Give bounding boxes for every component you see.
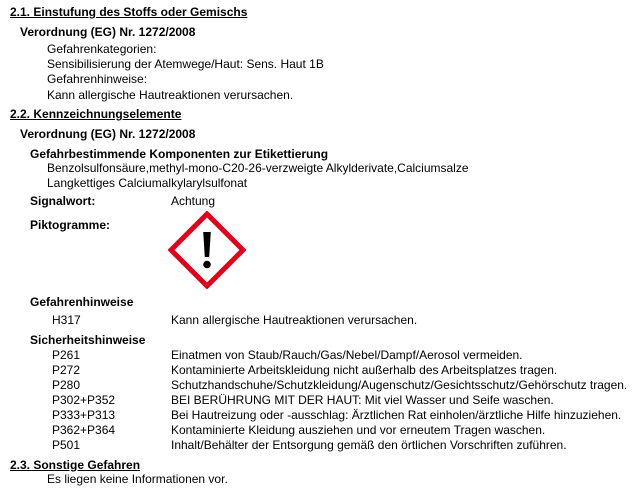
components-label: Gefahrbestimmende Komponenten zur Etikettierung bbox=[30, 147, 329, 161]
precaution-code: P302+P352 bbox=[52, 393, 116, 407]
ghs07-exclamation-icon bbox=[168, 211, 246, 289]
components-line-2: Langkettiges Calciumalkylarylsulfonat bbox=[47, 176, 248, 190]
precaution-code: P280 bbox=[52, 378, 81, 392]
precaution-text: Einatmen von Staub/Rauch/Gas/Nebel/Dampf/Aerosol vermeiden. bbox=[171, 348, 523, 362]
section-2-3-text: Es liegen keine Informationen vor. bbox=[47, 472, 228, 486]
signal-word-label: Signalwort: bbox=[30, 194, 96, 208]
hazard-categories-value: Sensibilisierung der Atemwege/Haut: Sens. Haut 1B bbox=[47, 57, 324, 71]
precaution-text: Bei Hautreizung oder -ausschlag: Ärztlichen Rat einholen/ärztliche Hilfe hinzuziehen. bbox=[171, 408, 622, 422]
precaution-code: P333+P313 bbox=[52, 408, 116, 422]
section-2-1-heading: 2.1. Einstufung des Stoffs oder Gemischs bbox=[10, 5, 248, 19]
section-2-1-regulation: Verordnung (EG) Nr. 1272/2008 bbox=[20, 25, 196, 39]
precaution-code: P261 bbox=[52, 348, 81, 362]
hazard-statements-value-2-1: Kann allergische Hautreaktionen verursachen. bbox=[47, 88, 294, 102]
precaution-text: BEI BERÜHRUNG MIT DER HAUT: Mit viel Wasser und Seife waschen. bbox=[171, 393, 554, 407]
precaution-text: Kontaminierte Kleidung ausziehen und vor erneutem Tragen waschen. bbox=[171, 423, 546, 437]
precaution-text: Kontaminierte Arbeitskleidung nicht außerhalb des Arbeitsplatzes tragen. bbox=[171, 363, 558, 377]
section-2-3-heading: 2.3. Sonstige Gefahren bbox=[10, 458, 141, 472]
hazard-categories-label: Gefahrenkategorien: bbox=[47, 42, 157, 56]
hazard-text: Kann allergische Hautreaktionen verursachen. bbox=[171, 313, 418, 327]
components-line-1: Benzolsulfonsäure,methyl-mono-C20-26-verzweigte Alkylderivate,Calciumsalze bbox=[47, 161, 469, 175]
precaution-code: P501 bbox=[52, 438, 81, 452]
section-2-2-heading: 2.2. Kennzeichnungselemente bbox=[10, 107, 182, 121]
precaution-text: Schutzhandschuhe/Schutzkleidung/Augenschutz/Gesichtsschutz/Gehörschutz tragen. bbox=[171, 378, 628, 392]
precaution-code: P362+P364 bbox=[52, 423, 116, 437]
signal-word-value: Achtung bbox=[171, 194, 216, 208]
pictograms-label: Piktogramme: bbox=[30, 218, 111, 232]
hazard-code: H317 bbox=[52, 313, 81, 327]
section-2-2-regulation: Verordnung (EG) Nr. 1272/2008 bbox=[20, 127, 196, 141]
hazard-statements-label-2-1: Gefahrenhinweise: bbox=[47, 72, 148, 86]
precautionary-label: Sicherheitshinweise bbox=[30, 333, 146, 347]
precaution-code: P272 bbox=[52, 363, 81, 377]
precaution-text: Inhalt/Behälter der Entsorgung gemäß den örtlichen Vorschriften zuführen. bbox=[171, 438, 567, 452]
hazard-statements-label: Gefahrenhinweise bbox=[30, 295, 134, 309]
